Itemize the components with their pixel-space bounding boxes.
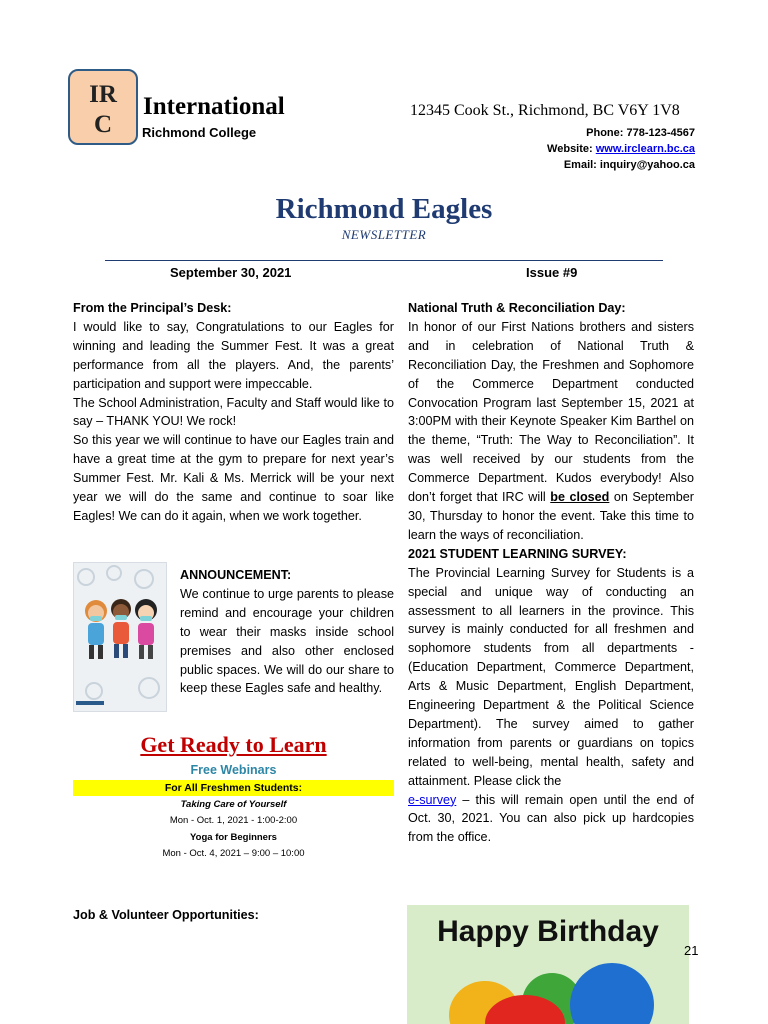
website-link[interactable]: www.irclearn.bc.ca xyxy=(595,143,695,155)
logo-line-2: C xyxy=(93,111,113,138)
newsletter-title: Richmond Eagles xyxy=(275,193,493,225)
address: 12345 Cook St., Richmond, BC V6Y 1V8 xyxy=(410,102,680,119)
email-value: inquiry@yahoo.ca xyxy=(599,159,695,171)
truth-day-body xyxy=(408,318,694,545)
birthday-banner xyxy=(407,905,689,1024)
announcement-section xyxy=(180,566,394,698)
principal-section xyxy=(73,299,394,526)
phone-value: 778-123-4567 xyxy=(626,127,695,139)
email-label: Email: xyxy=(563,159,597,171)
principal-paragraph-3: So this year we will continue to have our Eagles train and have a great time at the gym to prepare for next year’s Summer Fest. Mr. Kali & Ms. Merrick will be your next year we will do the same and continue to soar like Eagles! We can do it again, when we work together. xyxy=(73,433,394,523)
website-line xyxy=(547,143,695,155)
announcement-body: We continue to urge parents to please remind and encourage your children to wear their masks inside school premises and also other enclosed public spaces. We will do our share to keep these Eagles safe and healthy. xyxy=(180,586,394,696)
survey-heading: 2021 STUDENT LEARNING SURVEY: xyxy=(408,546,627,561)
org-name: International xyxy=(143,93,285,120)
webinar-audience-band: For All Freshmen Students: xyxy=(73,780,394,796)
issue-date: September 30, 2021 xyxy=(170,265,292,280)
stray-text: 21 xyxy=(684,943,699,958)
webinar-event-1-time: Mon - Oct. 1, 2021 - 1:00-2:00 xyxy=(169,815,298,826)
survey-body-a: The Provincial Learning Survey for Students is a special and unique way of conducting an assessment to all learners in the province. This survey is mainly conducted for all freshmen and sophomore students from all departments - (Education Department, Commerce Department, Arts & Music Department, English Department, Engineering Department & the Political Science Department). The survey aimed to gather information from parents or guardians on topics related to well-being, mental health, safety and attainment. Please click the xyxy=(408,565,694,788)
phone-label: Phone: xyxy=(586,127,624,139)
truth-day-body-b: on September 30, Thursday to honor the event. Take this time to learn the ways of reconciliation. xyxy=(408,490,694,542)
webinar-event-2-time: Mon - Oct. 4, 2021 – 9:00 – 10:00 xyxy=(162,848,305,859)
principal-paragraph-2: The School Administration, Faculty and Staff would like to say – THANK YOU! We rock! xyxy=(73,395,394,429)
announcement-heading: ANNOUNCEMENT: xyxy=(180,568,292,582)
email-line xyxy=(564,159,695,171)
website-label: Website: xyxy=(547,143,593,155)
right-column xyxy=(408,299,694,847)
truth-day-body-a: In honor of our First Nations brothers and sisters and in celebration of National Truth & Reconciliation Day, the Freshmen and Sophomore of the Commerce Department conducted Convocation Program last September 15, 2021 at 3:00PM with their Keynote Speaker Kim Barthel on the theme, “Truth: The Way to Reconciliation”. It was well received by our students from the Commerce Department. Kudos everybody! Also don’t forget that IRC will xyxy=(408,319,694,505)
college-logo xyxy=(68,69,138,145)
org-subtitle: Richmond College xyxy=(142,125,257,140)
be-closed-emphasis: be closed xyxy=(550,490,610,505)
divider xyxy=(105,260,663,261)
survey-body-b: – this will remain open until the end of Oct. 30, 2021. You can also pick up hardcopies from the office. xyxy=(408,792,694,845)
balloons-illustration xyxy=(407,905,689,1024)
jobs-heading: Job & Volunteer Opportunities: xyxy=(73,908,259,922)
webinar-title: Get Ready to Learn xyxy=(140,732,327,757)
masked-children-illustration xyxy=(74,563,167,712)
principal-paragraph-1: I would like to say, Congratulations to our Eagles for winning and leading the Summer Fest. It was a great performance from all the players. And, the parents’ participation and support were impeccable. xyxy=(73,319,394,391)
masked-children-image xyxy=(73,562,167,712)
webinar-subtitle: Free Webinars xyxy=(190,763,277,777)
survey-body xyxy=(408,564,694,848)
principal-heading: From the Principal’s Desk: xyxy=(73,301,232,315)
birthday-title: Happy Birthday xyxy=(437,915,659,948)
truth-day-heading: National Truth & Reconciliation Day: xyxy=(408,301,626,315)
phone-line xyxy=(586,127,695,139)
newsletter-subtitle: NEWSLETTER xyxy=(341,227,427,242)
issue-number: Issue #9 xyxy=(526,265,578,280)
webinar-event-2-name: Yoga for Beginners xyxy=(190,832,277,843)
logo-line-1: IR xyxy=(89,81,117,108)
webinar-event-1-name: Taking Care of Yourself xyxy=(180,799,287,810)
e-survey-link[interactable]: e-survey xyxy=(408,792,457,807)
